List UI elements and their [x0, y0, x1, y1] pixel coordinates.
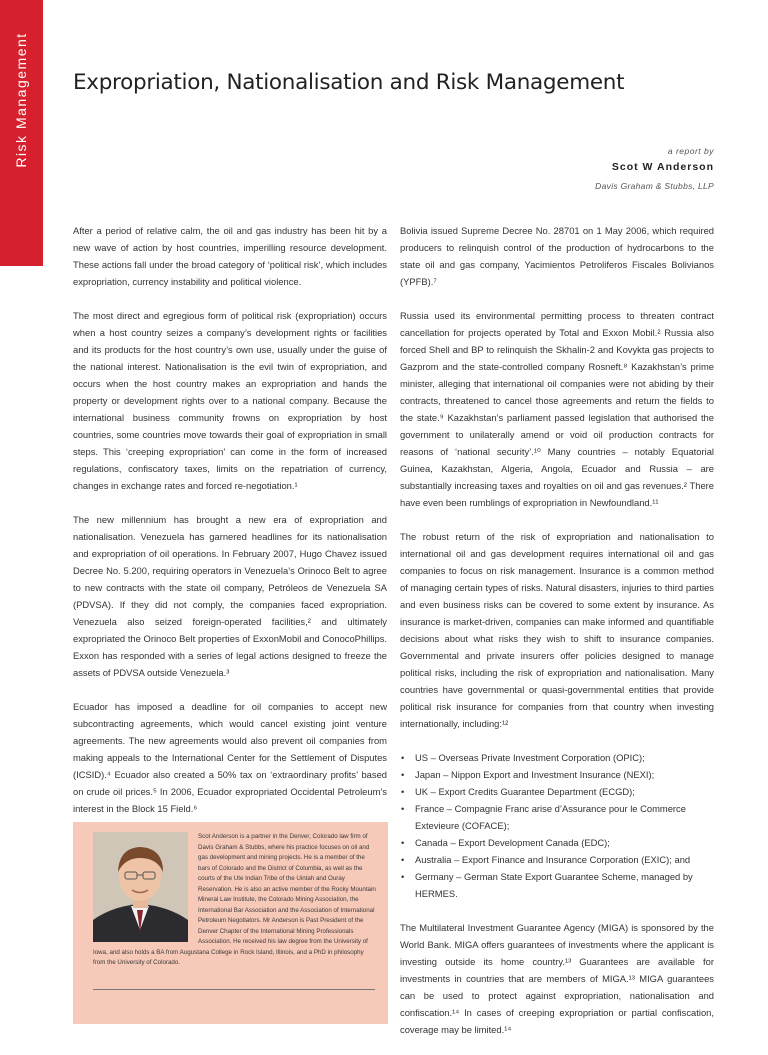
paragraph: The new millennium has brought a new era of expropriation and nationalisation. Venezuela has garnered headlines for its nationalisation and expropriation of oil operations. In February 2007, Hugo Chavez issued Decree No. 5.200, requiring operators in Venezuela’s Orinoco Belt to agree to new contracts with the state oil company, Petróleos de Venezuela SA (PDVSA). If they did not comply, the companies faced expropriation. Venezuela also seized foreign-operated facilities,² and ultimately expropriated the Orinoco Belt properties of ExxonMobil and ConocoPhillips. Exxon has responded with a series of legal actions designed to freeze the assets of PDVSA outside Venezuela.³ [73, 514, 387, 678]
list-item: • Japan – Nippon Export and Investment Insurance (NEXI); [400, 766, 714, 783]
list-item: • Germany – German State Export Guarantee Scheme, managed by HERMES. [400, 868, 714, 902]
paragraph: Bolivia issued Supreme Decree No. 28701 on 1 May 2006, which required producers to relinquish control of the production of hydrocarbons to the state oil and gas company, Yacimientos Petroliferos Fiscales Bolivianos (YPFB).⁷ [400, 225, 714, 287]
byline-author: Scot W Anderson [611, 161, 714, 173]
photo-spacer [93, 832, 198, 944]
insurer-list [400, 749, 714, 902]
section-tab-label: Risk Management [13, 32, 29, 168]
byline-report-by: a report by [667, 146, 714, 156]
paragraph: Ecuador has imposed a deadline for oil companies to accept new subcontracting agreements, which would cancel existing joint venture agreements. The new agreements would also prevent oil companies from making appeals to the International Center for the Settlement of Disputes (ICSID).⁴ Ecuador also created a 50% tax on ‘extraordinary profits’ based on crude oil prices.⁵ In 2006, Ecuador expropriated Occidental Petroleum’s interest in the Block 15 Field.⁶ [73, 701, 387, 814]
byline-firm: Davis Graham & Stubbs, LLP [595, 181, 714, 191]
left-column [73, 222, 387, 834]
author-bio-text [93, 832, 377, 969]
list-item: • UK – Export Credits Guarantee Department (ECGD); [400, 783, 714, 800]
right-column [400, 222, 714, 1055]
author-bio-box [73, 822, 388, 1024]
list-item: • US – Overseas Private Investment Corporation (OPIC); [400, 749, 714, 766]
paragraph: The Multilateral Investment Guarantee Agency (MIGA) is sponsored by the World Bank. MIGA offers guarantees of investments where the applicant is investing outside its home country.¹³ Guarantees are available for investments in countries that are members of MIGA.¹³ MIGA guarantees can be used to protect against expropriation, nationalisation and confiscation.¹⁴ In cases of creeping expropriation or partial confiscation, coverage may be limited.¹⁴ [400, 922, 714, 1035]
paragraph: After a period of relative calm, the oil and gas industry has been hit by a new wave of action by host countries, imperilling resource development. These actions fall under the broad category of ‘political risk’, which includes expropriation, currency instability and political violence. [73, 225, 387, 287]
article-title: Expropriation, Nationalisation and Risk Management [73, 70, 625, 95]
list-item: • Canada – Export Development Canada (EDC); [400, 834, 714, 851]
bio-paragraph: Scot Anderson is a partner in the Denver, Colorado law firm of Davis Graham & Stubbs, where his practice focuses on oil and gas development and mining projects. He is a member of the bars of Colorado and the District of Columbia, as well as the courts of the Ute Indian Tribe of the Uintah and Ouray Reservation. He is also an active member of the Rocky Mountain Mineral Law Institute, the Colorado Mining Association, the International Bar Association and the Association of International Petroleum Negotiators. Mr Anderson is Past President of the Denver Chapter of the International Mining Professionals Association. He received his law degree from the University of Iowa, and also holds a BA from Augustana College in Rock Island, Illinois, and a PhD in philosophy from the University of Colorado. [93, 833, 376, 966]
section-tab [0, 0, 43, 266]
paragraph: The most direct and egregious form of political risk (expropriation) occurs when a host country seizes a company’s development rights or facilities and its products for the host country’s own use, usually under the guise of the national interest. Nationalisation is the evil twin of expropriation, and occurs when the host country makes an expropriation and hands the property or development rights over to a national company. Because the international business community frowns on expropriation by host countries, some countries move towards their goal of expropriation in small steps. This ‘creeping expropriation’ can come in the form of increased regulations, confiscatory taxes, limits on the repatriation of currency, changes in exchange rates and forced re-negotiation.¹ [73, 310, 387, 491]
list-item: • France – Compagnie Franc arise d’Assurance pour le Commerce Extevieure (COFACE); [400, 800, 714, 834]
bio-divider [93, 989, 375, 990]
list-item: • Australia – Export Finance and Insurance Corporation (EXIC); and [400, 851, 714, 868]
byline [595, 146, 714, 191]
paragraph: Russia used its environmental permitting process to threaten contract cancellation for projects operated by Total and Exxon Mobil.² Russia also forced Shell and BP to relinquish the Skhalin-2 and Kovykta gas projects to Gazprom and the state-controlled company Rosneft.⁸ Kazakhstan’s prime minister, alleging that international oil companies were not abiding by their contracts, threatened to cancel those agreements and return the fields to the state.⁹ Kazakhstan’s parliament passed legislation that authorised the government to unilaterally amend or void oil production contracts for reasons of ‘national security’.¹⁰ Many countries – notably Equatorial Guinea, Kazakhstan, Algeria, Angola, Ecuador and Russia – are substantially increasing taxes and royalties on oil and gas revenues.² There have even been rumblings of expropriation in Newfoundland.¹¹ [400, 310, 714, 508]
paragraph: The robust return of the risk of expropriation and nationalisation to international oil and gas development requires international oil and gas companies to focus on risk management. Insurance is a common method of managing certain types of risks. Natural disasters, injuries to third parties and even business risks can be covered to some extent by insurance. As insurance is market-driven, companies can make informed and quantifiable decisions about what risks they wish to shift to insurance companies. Governmental and private insurers offer policies designed to manage political risks, including the risk of expropriation and nationalisation. Many countries have governmental or quasi-governmental entities that provide political risk insurance for companies from that country when investing internationally, including:¹² [400, 531, 714, 729]
